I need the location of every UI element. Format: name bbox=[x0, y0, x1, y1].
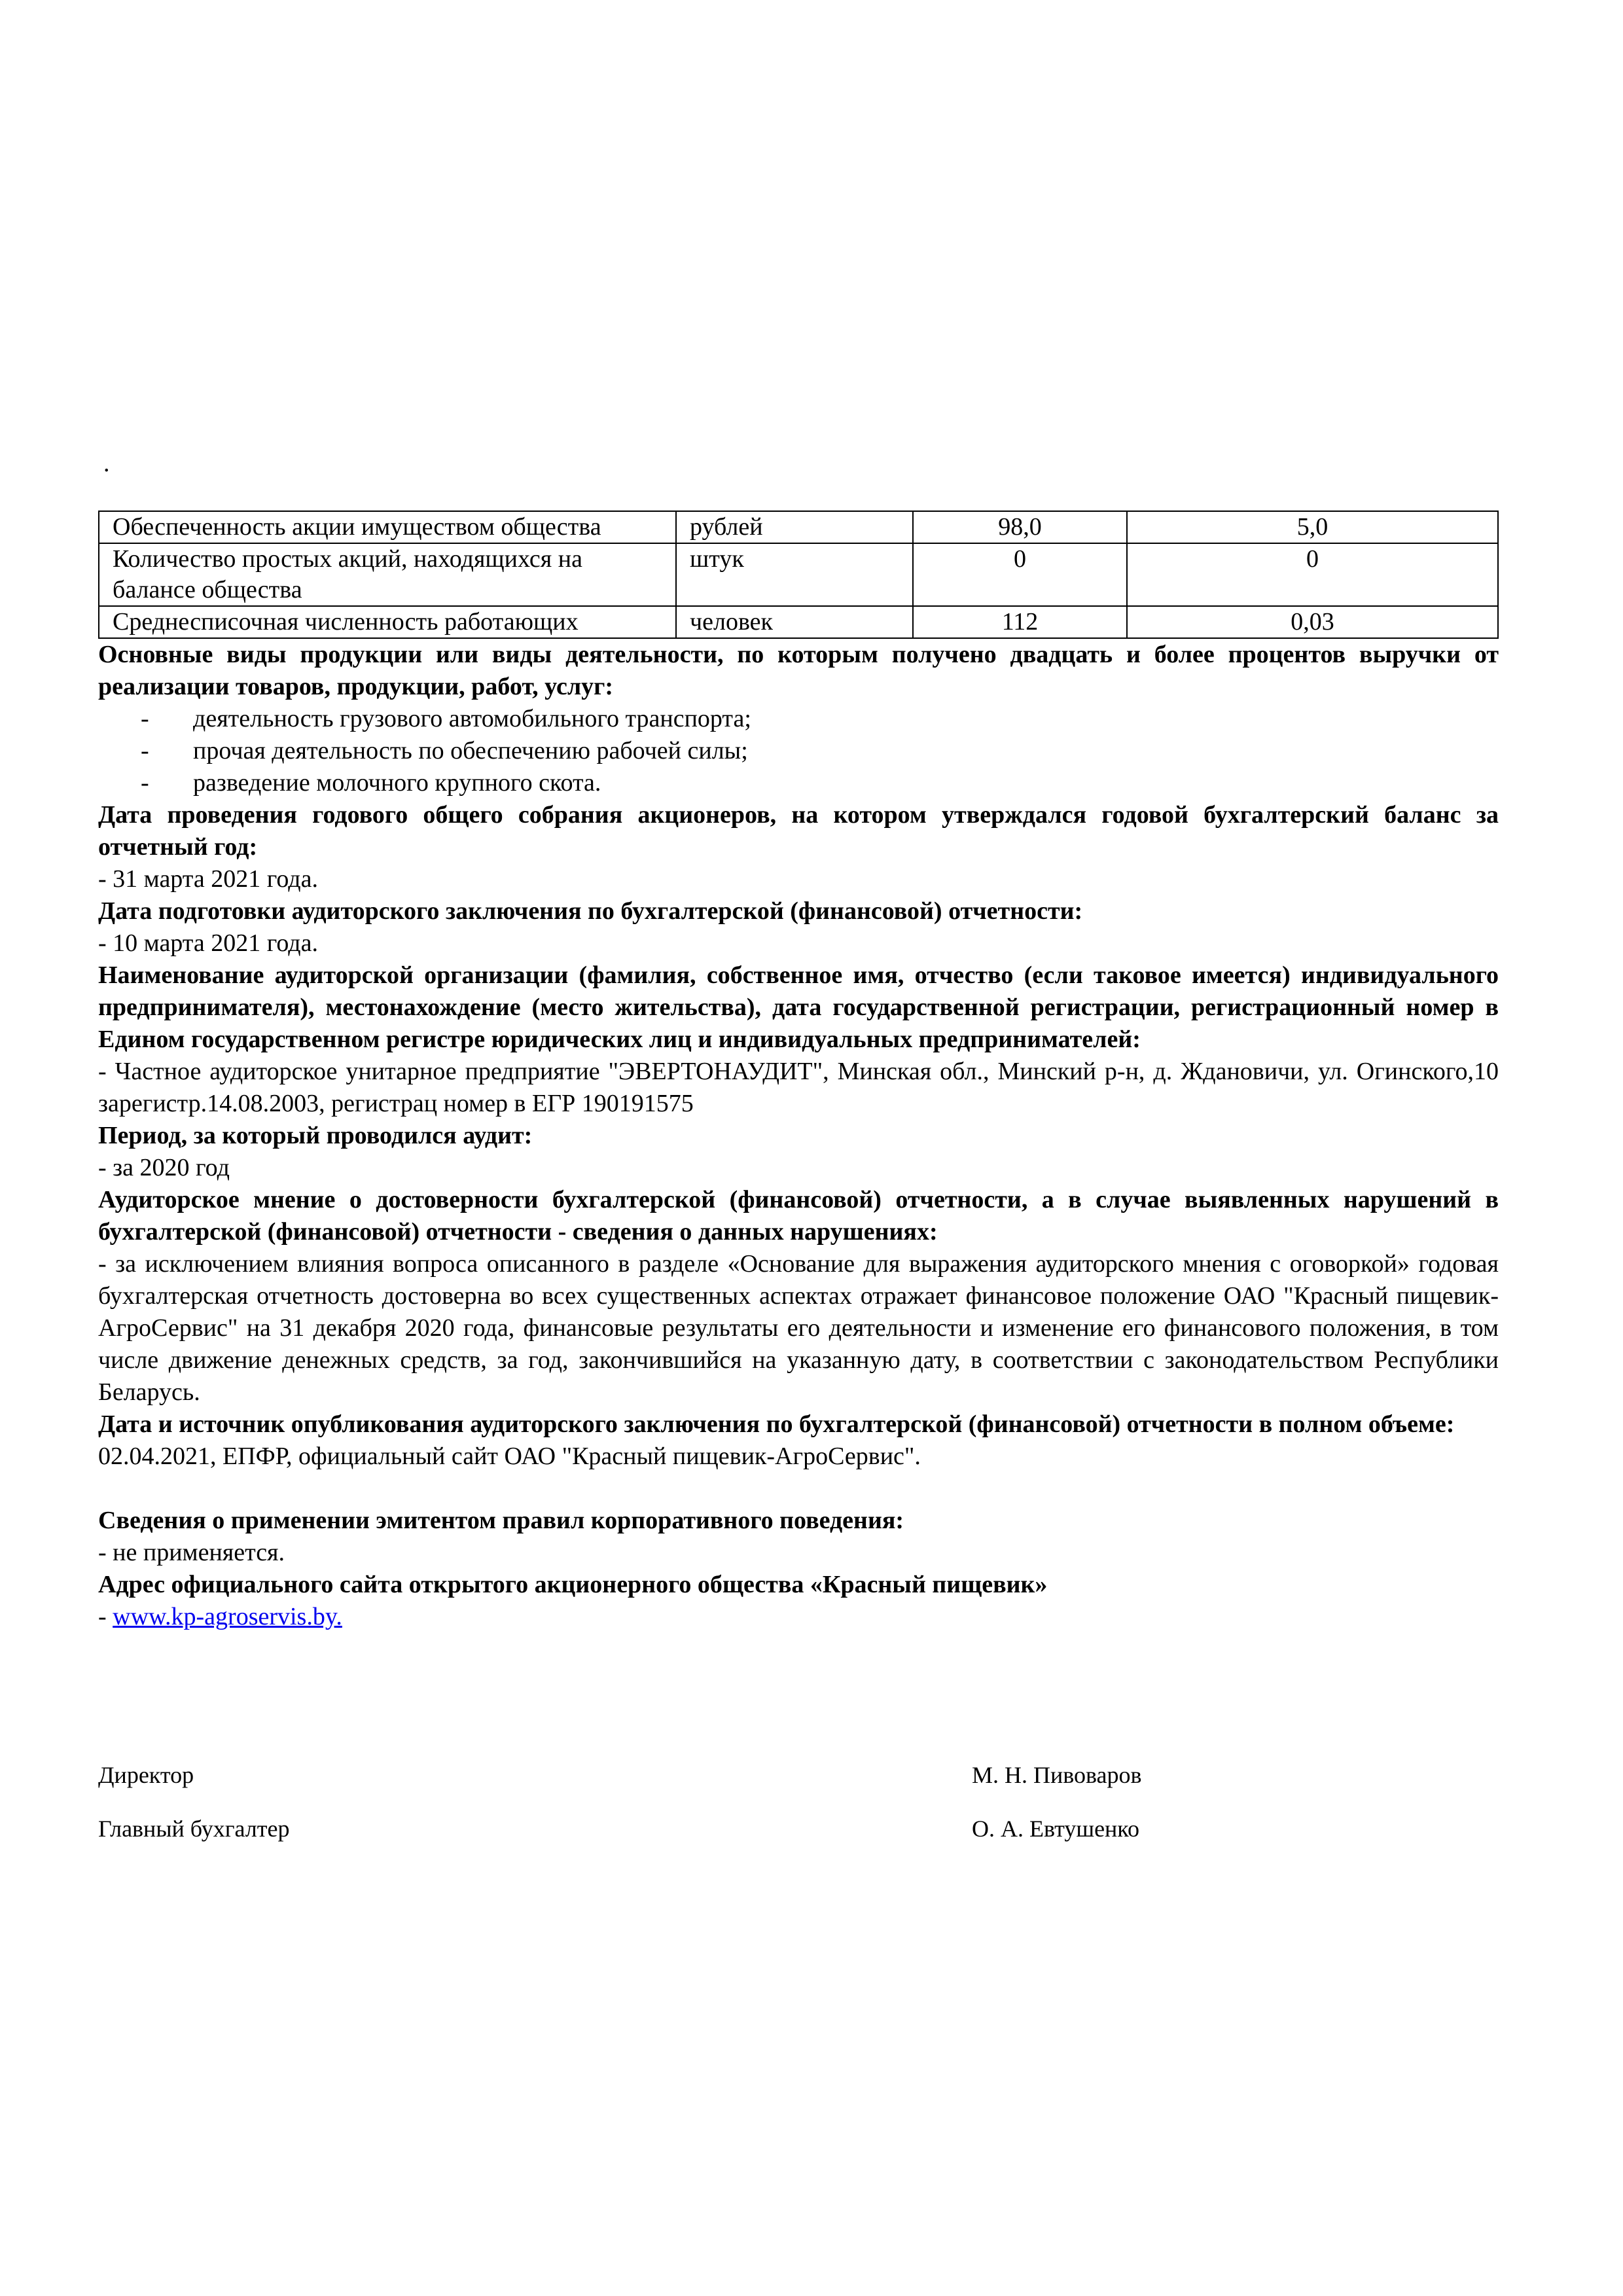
table-row bbox=[99, 606, 1498, 638]
publication-heading: Дата и источник опубликования аудиторского заключения по бухгалтерской (финансовой) отчетности в полном объеме: bbox=[98, 1410, 1455, 1438]
row-value-current: 112 bbox=[913, 606, 1127, 638]
website-line bbox=[98, 1601, 1499, 1633]
list-dash: - bbox=[141, 705, 149, 732]
spacer bbox=[98, 1473, 1499, 1505]
activities-list bbox=[98, 703, 1499, 799]
governance-heading: Сведения о применении эмитентом правил корпоративного поведения: bbox=[98, 1507, 904, 1534]
list-item bbox=[98, 767, 1499, 799]
activity-text: деятельность грузового автомобильного транспорта; bbox=[193, 705, 751, 732]
signature-role: Директор bbox=[98, 1762, 194, 1788]
list-item bbox=[98, 735, 1499, 767]
opinion-heading: Аудиторское мнение о достоверности бухгалтерской (финансовой) отчетности, а в случае выявленных нарушений в бухгалтерской (финансовой) отчетности - сведения о данных нарушениях: bbox=[98, 1186, 1499, 1246]
website-prefix: - bbox=[98, 1603, 113, 1630]
publication-value: 02.04.2021, ЕПФР, официальный сайт ОАО "Красный пищевик-АгроСервис". bbox=[98, 1443, 921, 1470]
activities-heading: Основные виды продукции или виды деятельности, по которым получено двадцать и более процентов выручки от реализации товаров, продукции, работ, услуг: bbox=[98, 641, 1499, 700]
period-heading: Период, за который проводился аудит: bbox=[98, 1122, 533, 1149]
row-name: Количество простых акций, находящихся на балансе общества bbox=[99, 543, 676, 606]
table-row bbox=[99, 543, 1498, 606]
metrics-table bbox=[98, 511, 1499, 639]
row-name: Среднесписочная численность работающих bbox=[99, 606, 676, 638]
row-name: Обеспеченность акции имуществом общества bbox=[99, 511, 676, 543]
list-dash: - bbox=[141, 737, 149, 764]
list-item bbox=[98, 703, 1499, 735]
signature-person: О. А. Евтушенко bbox=[972, 1816, 1139, 1842]
meeting-value: - 31 марта 2021 года. bbox=[98, 865, 318, 893]
row-unit: человек bbox=[676, 606, 913, 638]
row-value-current: 98,0 bbox=[913, 511, 1127, 543]
table-row bbox=[99, 511, 1498, 543]
signature-row-director bbox=[98, 1761, 1499, 1789]
opinion-value: - за исключением влияния вопроса описанного в разделе «Основание для выражения аудиторского мнения с оговоркой» годовая бухгалтерская отчетность достоверна во всех существенных аспектах отражает финансовое положение ОАО "Красный пищевик-АгроСервис" на 31 декабря 2020 года, финансовые результаты его деятельности и изменение его финансового положения, в том числе движение денежных средств, за год, закончившийся на указанную дату, в соответствии с законодательством Республики Беларусь. bbox=[98, 1250, 1499, 1406]
signature-row-chief-accountant bbox=[98, 1814, 1499, 1843]
signature-role: Главный бухгалтер bbox=[98, 1816, 290, 1842]
audit-report-date-value: - 10 марта 2021 года. bbox=[98, 929, 318, 957]
activity-text: прочая деятельность по обеспечению рабочей силы; bbox=[193, 737, 748, 764]
governance-value: - не применяется. bbox=[98, 1539, 285, 1566]
signature-person: М. Н. Пивоваров bbox=[972, 1762, 1142, 1788]
website-heading: Адрес официального сайта открытого акционерного общества «Красный пищевик» bbox=[98, 1571, 1048, 1598]
row-value-previous: 0,03 bbox=[1127, 606, 1498, 638]
auditor-heading: Наименование аудиторской организации (фамилия, собственное имя, отчество (если таковое имеется) индивидуального предпринимателя), местонахождение (место жительства), дата государственной регистрации, регистрационный номер в Едином государственном регистре юридических лиц и индивидуальных предпринимателей: bbox=[98, 961, 1499, 1053]
document-body bbox=[98, 452, 1499, 1633]
signatures bbox=[98, 1761, 1499, 1868]
row-value-previous: 5,0 bbox=[1127, 511, 1498, 543]
row-unit: рублей bbox=[676, 511, 913, 543]
meeting-heading: Дата проведения годового общего собрания акционеров, на котором утверждался годовой бухгалтерский баланс за отчетный год: bbox=[98, 801, 1499, 861]
activity-text: разведение молочного крупного скота. bbox=[193, 769, 601, 797]
row-unit: штук bbox=[676, 543, 913, 606]
auditor-value: - Частное аудиторское унитарное предприятие "ЭВЕРТОНАУДИТ", Минская обл., Минский р-н, д. Ждановичи, ул. Огинского,10 зарегистр.14.08.2003, регистрац номер в ЕГР 190191575 bbox=[98, 1058, 1499, 1117]
period-value: - за 2020 год bbox=[98, 1154, 230, 1181]
website-link[interactable]: www.kp-agroservis.by. bbox=[113, 1603, 342, 1630]
top-mark: . bbox=[103, 450, 110, 477]
row-value-previous: 0 bbox=[1127, 543, 1498, 606]
list-dash: - bbox=[141, 769, 149, 797]
audit-report-date-heading: Дата подготовки аудиторского заключения по бухгалтерской (финансовой) отчетности: bbox=[98, 897, 1083, 925]
row-value-current: 0 bbox=[913, 543, 1127, 606]
